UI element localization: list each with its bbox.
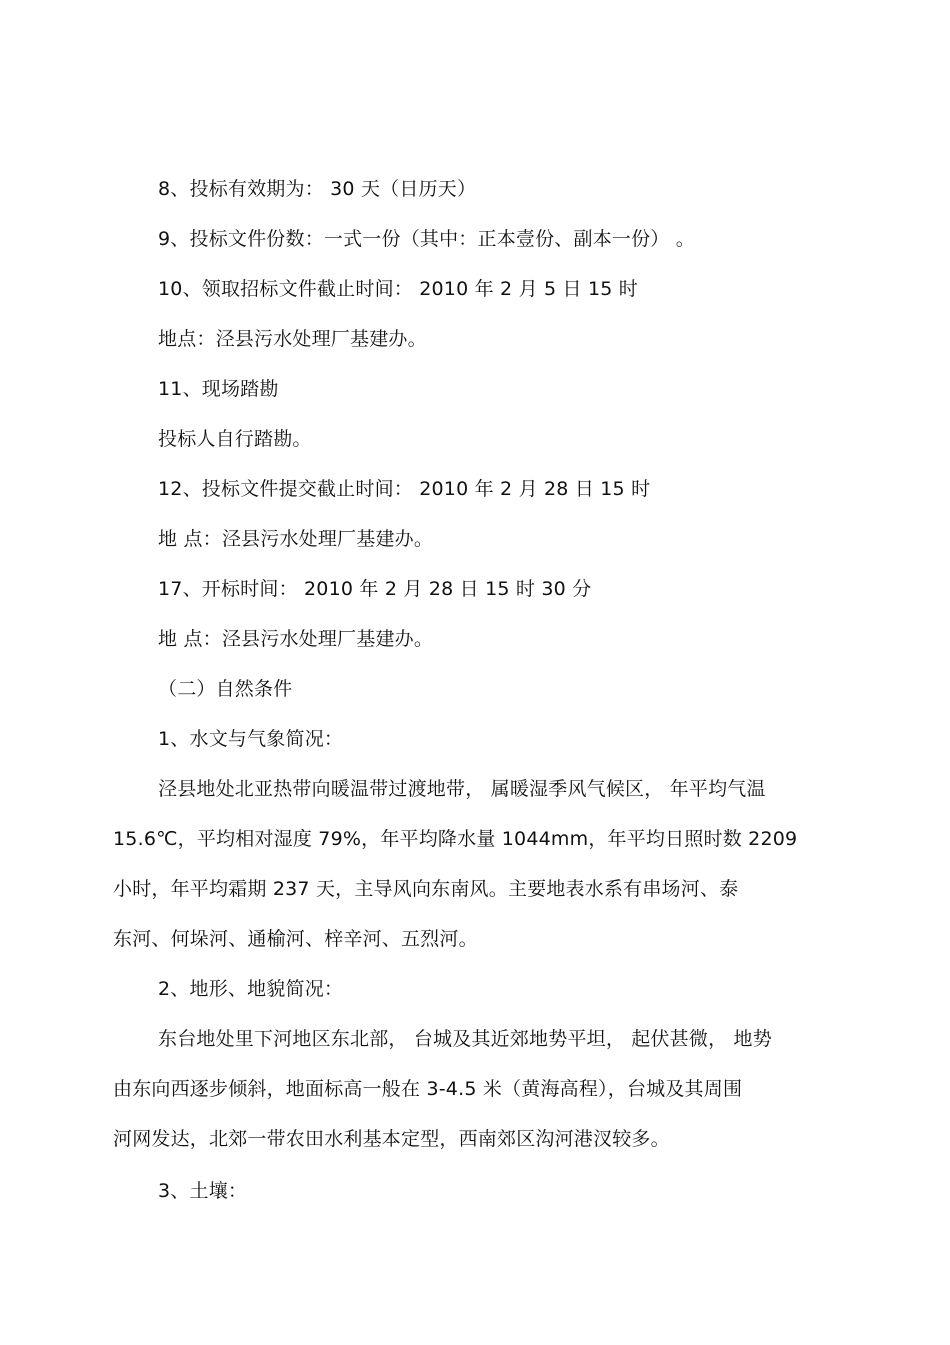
hydrology-paragraph-line-1: 泾县地处北亚热带向暖温带过渡地带， 属暖湿季风气候区， 年平均气温 xyxy=(158,778,766,800)
submit-deadline-line: 12、投标文件提交截止时间： 2010 年 2 月 28 日 15 时 xyxy=(158,478,651,500)
terrain-heading: 2、地形、地貌简况： xyxy=(158,978,344,1000)
hydrology-paragraph-line-4: 东河、何垛河、通榆河、梓辛河、五烈河。 xyxy=(113,928,478,950)
opening-location-line: 地 点：泾县污水处理厂基建办。 xyxy=(158,628,434,650)
bid-copies-line: 9、投标文件份数：一式一份（其中：正本壹份、副本一份） 。 xyxy=(158,228,695,250)
opening-time-line: 17、开标时间： 2010 年 2 月 28 日 15 时 30 分 xyxy=(158,578,592,600)
site-visit-text: 投标人自行踏勘。 xyxy=(158,428,312,450)
terrain-paragraph-line-3: 河网发达，北郊一带农田水利基本定型，西南郊区沟河港汊较多。 xyxy=(113,1128,670,1150)
hydrology-paragraph-line-3: 小时，年平均霜期 237 天，主导风向东南风。主要地表水系有串场河、泰 xyxy=(113,878,739,900)
natural-conditions-heading: （二）自然条件 xyxy=(158,678,293,700)
terrain-paragraph-line-2: 由东向西逐步倾斜，地面标高一般在 3-4.5 米（黄海高程），台城及其周围 xyxy=(113,1078,743,1100)
bid-validity-line: 8、投标有效期为： 30 天（日历天） xyxy=(158,178,477,200)
collect-deadline-line: 10、领取招标文件截止时间： 2010 年 2 月 5 日 15 时 xyxy=(158,278,639,300)
submit-location-line: 地 点：泾县污水处理厂基建办。 xyxy=(158,528,434,550)
soil-heading: 3、土壤： xyxy=(158,1180,248,1202)
hydrology-heading: 1、水文与气象简况： xyxy=(158,728,344,750)
hydrology-paragraph-line-2: 15.6℃，平均相对湿度 79%，年平均降水量 1044mm，年平均日照时数 2209 xyxy=(113,828,798,850)
terrain-paragraph-line-1: 东台地处里下河地区东北部， 台城及其近郊地势平坦， 起伏甚微， 地势 xyxy=(158,1028,772,1050)
site-visit-heading: 11、现场踏勘 xyxy=(158,378,279,400)
collect-location-line: 地点：泾县污水处理厂基建办。 xyxy=(158,328,427,350)
